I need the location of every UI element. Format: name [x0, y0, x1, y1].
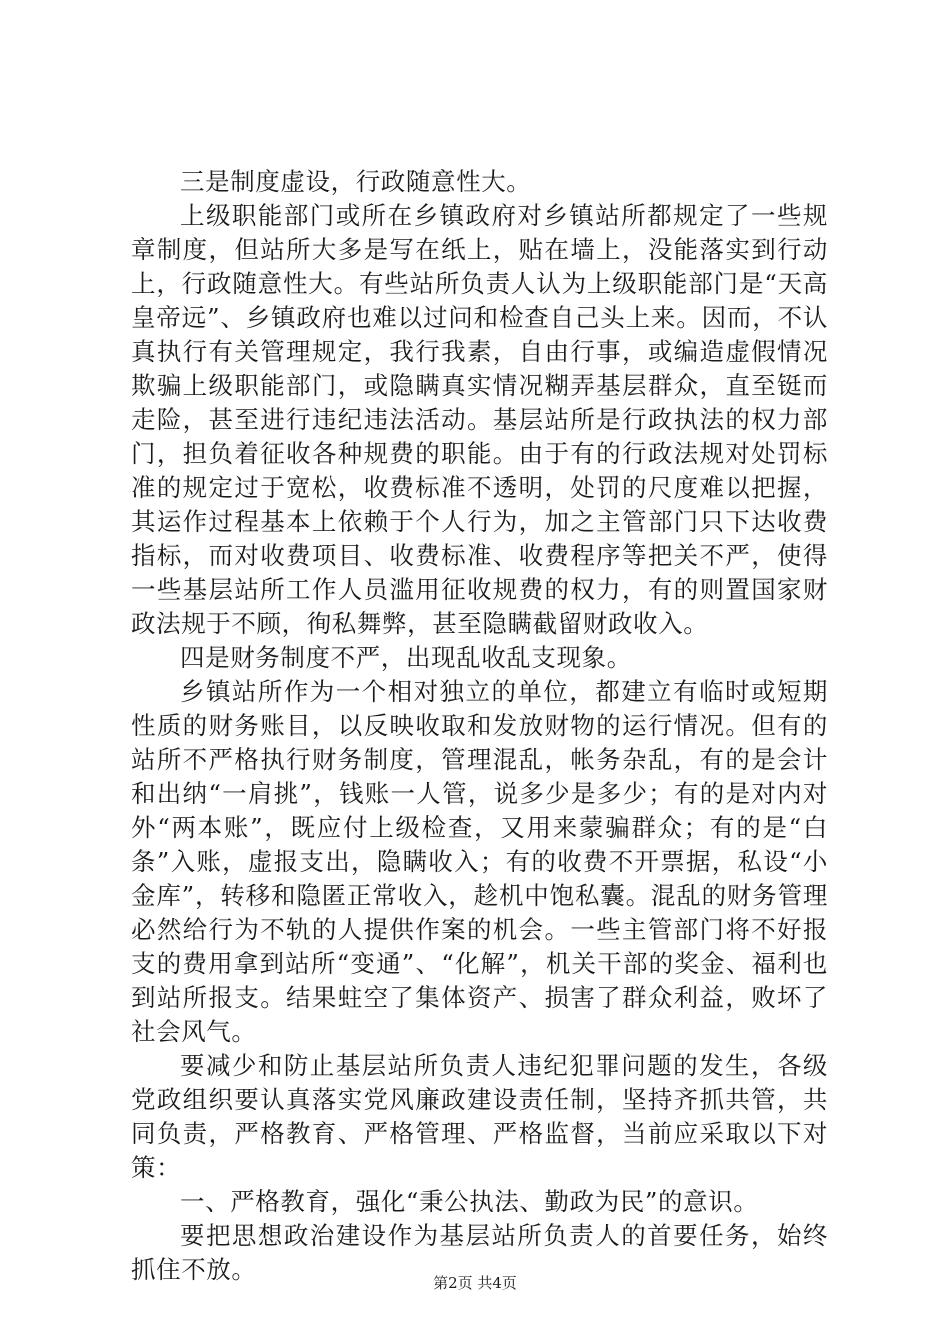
- paragraph-heading-measure-1: 一、严格教育，强化“秉公执法、勤政为民”的意识。: [180, 1187, 759, 1216]
- document-body: [131, 165, 828, 1287]
- paragraph-heading-4: 四是财务制度不严，出现乱收乱支现象。: [180, 643, 632, 672]
- paragraph-heading-3: 三是制度虚设，行政随意性大。: [180, 167, 532, 196]
- paragraph-body: 乡镇站所作为一个相对独立的单位，都建立有临时或短期性质的财务账目，以反映收取和发放财物的运行情况。但有的站所不严格执行财务制度，管理混乱，帐务杂乱，有的是会计和出纳“一肩挑”，钱账一人管，说多少是多少；有的是对内对外“两本账”，既应付上级检查，又用来蒙骗群众；有的是“白条”入账，虚报支出，隐瞒收入；有的收费不开票据，私设“小金库”，转移和隐匿正常收入，趁机中饱私囊。混乱的财务管理必然给行为不轨的人提供作案的机会。一些主管部门将不好报支的费用拿到站所“变通”、“化解”，机关干部的奖金、福利也到站所报支。结果蛀空了集体资产、损害了群众利益，败坏了社会风气。: [131, 677, 828, 1046]
- paragraph-body: 要把思想政治建设作为基层站所负责人的首要任务，始终抓住不放。: [131, 1221, 828, 1284]
- page-number-footer: 第2页 共4页: [433, 1274, 517, 1292]
- paragraph-body: 要减少和防止基层站所负责人违纪犯罪问题的发生，各级党政组织要认真落实党风廉政建设责任制，坚持齐抓共管，共同负责，严格教育、严格管理、严格监督，当前应采取以下对策：: [131, 1051, 828, 1182]
- paragraph-body: 上级职能部门或所在乡镇政府对乡镇站所都规定了一些规章制度，但站所大多是写在纸上，贴在墙上，没能落实到行动上，行政随意性大。有些站所负责人认为上级职能部门是“天高皇帝远”、乡镇政府也难以过问和检查自己头上来。因而，不认真执行有关管理规定，我行我素，自由行事，或编造虚假情况欺骗上级职能部门，或隐瞒真实情况糊弄基层群众，直至铤而走险，甚至进行违纪违法活动。基层站所是行政执法的权力部门，担负着征收各种规费的职能。由于有的行政法规对处罚标准的规定过于宽松，收费标准不透明，处罚的尺度难以把握，其运作过程基本上依赖于个人行为，加之主管部门只下达收费指标，而对收费项目、收费标准、收费程序等把关不严，使得一些基层站所工作人员滥用征收规费的权力，有的则置国家财政法规于不顾，徇私舞弊，甚至隐瞒截留财政收入。: [131, 201, 828, 638]
